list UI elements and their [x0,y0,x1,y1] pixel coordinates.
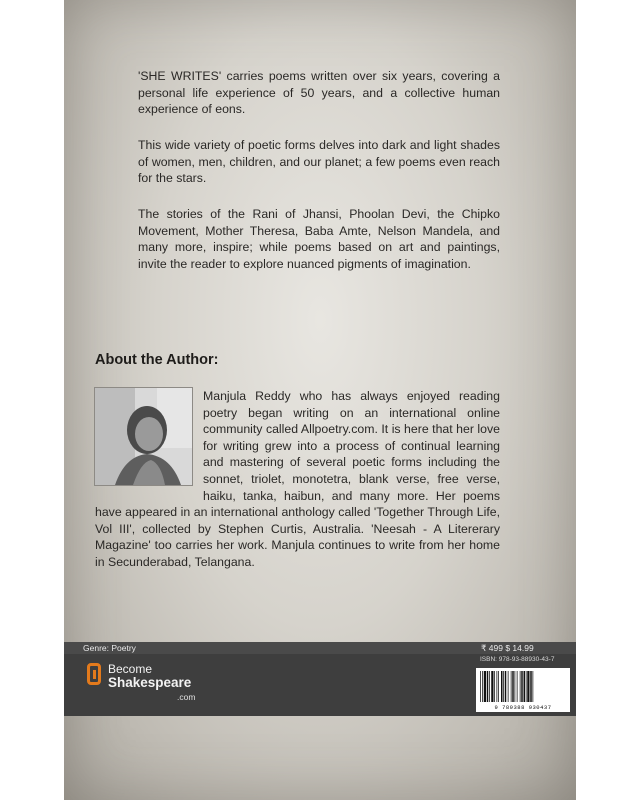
barcode-bar [482,671,483,702]
publisher-name-line2: Shakespeare [108,675,192,690]
isbn-label: ISBN: 978-93-88930-43-7 [480,656,555,663]
barcode-bar [520,671,521,702]
cover-footer-band [64,642,576,716]
barcode-bar [512,671,514,702]
barcode-bar [494,671,495,702]
barcode-bar [497,671,498,702]
barcode-bar [484,671,486,702]
author-bio [95,388,500,571]
barcode-bar [491,671,493,702]
barcode-bar [517,671,518,702]
book-logo-icon [87,663,101,685]
publisher-name-line1: Become [108,662,153,676]
barcode-bar [505,671,507,702]
photo-spacer [95,388,203,489]
isbn-barcode [476,668,570,712]
publisher-domain: .com [177,692,196,702]
barcode-bar [524,671,526,702]
barcode-bar [487,671,489,702]
barcode-bar [515,671,516,702]
barcode-bar [489,671,490,702]
author-bio-text: Manjula Reddy who has always enjoyed reading poetry began writing on an international online community called Allpoetry.com. It is here that her love for writing grew into a process of continual learning and mastering of several poetic forms including the sonnet, triolet, monotetra, blank verse, free verse, haiku, tanka, haibun, and many more. Her poems have appeared in an international anthology called 'Together Through Life, Vol III', collected by Stephen Curtis, Australia. 'Neesah - A Litererary Magazine' too carries her work. Manjula continues to write from her home in Secunderabad, Telangana. [95,389,500,569]
barcode-bar [501,671,503,702]
barcode-bar [480,671,481,702]
barcode-bar [526,671,527,702]
barcode-bar [503,671,504,702]
barcode-bar [508,671,509,702]
barcode-bar [511,671,512,702]
barcode-bars [476,668,570,704]
barcode-bar [521,671,523,702]
barcode-bar [533,671,534,702]
barcode-bar [498,671,499,702]
genre-label: Genre: Poetry [83,643,136,653]
barcode-bar [530,671,532,702]
price-label: ₹ 499 $ 14.99 [481,643,534,653]
about-author-heading: About the Author: [95,352,219,368]
barcode-bar [527,671,529,702]
blurb-paragraph-1: 'SHE WRITES' carries poems written over six years, covering a personal life experience of 50 years, and a collective human experience of eons. [138,69,500,116]
blurb-paragraph-3: The stories of the Rani of Jhansi, Phoolan Devi, the Chipko Movement, Mother Theresa, Baba Amte, Nelson Mandela, and many more, inspire; while poems based on art and paintings, invite the reader to explore nuanced pigments of imagination. [138,207,500,271]
blurb-paragraph-2: This wide variety of poetic forms delves into dark and light shades of women, men, children, and our planet; a few poems even reach for the stars. [138,138,500,185]
barcode-number: 9 789388 930437 [494,704,552,711]
